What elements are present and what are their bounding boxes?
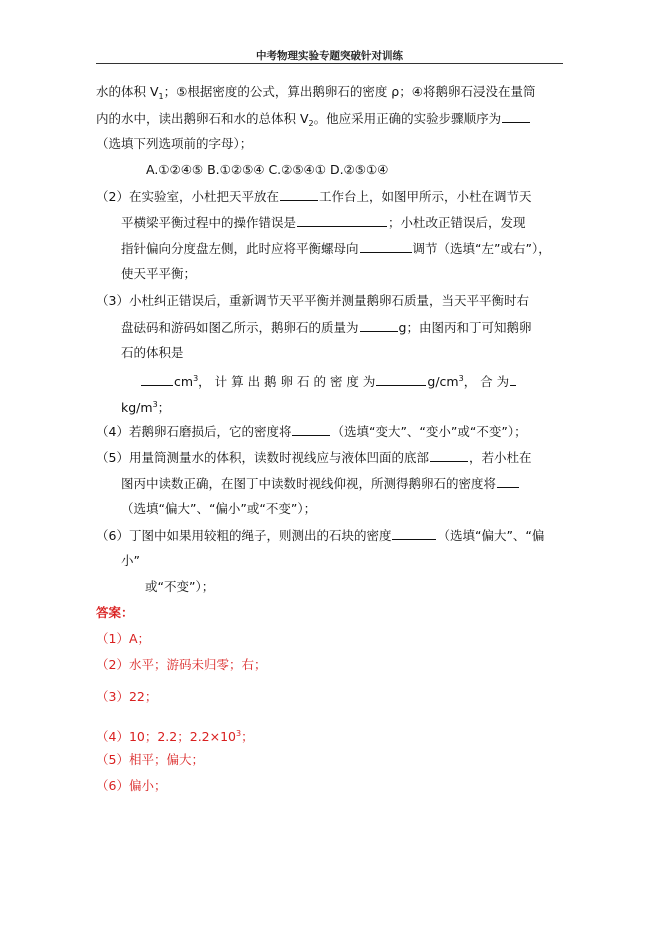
q1-text: ；⑤根据密度的公式，算出鹅卵石的密度 ρ；④将鹅卵石浸没在量筒 [163, 84, 536, 99]
answer-4-superscript: 3 [236, 729, 242, 738]
page-header: 中考物理实验专题突破针对训练 [256, 50, 403, 62]
answer-blank [280, 188, 318, 201]
q4-text: （4）若鹅卵石磨损后，它的密度将 [96, 424, 292, 439]
q3-superscript: 3 [193, 374, 199, 383]
answer-2: （2）水平；游码未归零；右； [96, 657, 267, 672]
q2-text: （2）在实验室，小杜把天平放在 [96, 189, 279, 204]
q2-text: 工作台上，如图甲所示，小杜在调节天 [318, 189, 532, 204]
answer-6: （6）偏小； [96, 778, 167, 793]
q6-text: （6）丁图中如果用较粗的绳子，则测出的石块的密度 [96, 528, 392, 543]
answer-4 [96, 726, 254, 745]
answer-blank [430, 449, 468, 462]
q4-text: （选填“变大”、“变小”或“不变”）； [331, 424, 527, 439]
answer-blank [392, 527, 436, 540]
q3-text: ， 计 算 出 鹅 卵 石 的 密 度 为 [198, 374, 376, 389]
q2-text: ；小杜改正错误后，发现 [388, 215, 526, 230]
q1-text: 内的水中，读出鹅卵石和水的总体积 V [96, 111, 309, 126]
q6-text: （选填“偏大”、“偏 [437, 528, 545, 543]
q3-line-4 [140, 371, 517, 390]
q1-subscript: 2 [308, 119, 314, 128]
q4-line [96, 423, 527, 440]
q6-line-3: 或“不变”）； [145, 579, 215, 594]
q6-line-2: 小” [121, 553, 140, 568]
q2-line-1 [96, 188, 531, 205]
q3-text: g；由图丙和丁可知鹅卵 [398, 320, 532, 335]
q1-line-2 [96, 110, 531, 132]
q2-text: 平横梁平衡过程中的操作错误是 [121, 215, 297, 230]
answer-blank [376, 373, 426, 386]
q3-text: 盘砝码和游码如图乙所示，鹅卵石的质量为 [121, 320, 359, 335]
q3-unit: kg/m [121, 400, 153, 415]
q1-line-3: （选填下列选项前的字母）； [96, 136, 253, 151]
q2-line-4: 使天平平衡； [121, 266, 197, 281]
q5-text: （5）用量筒测量水的体积，读数时视线应与液体凹面的底部 [96, 450, 429, 465]
q3-text: ， 合 为 [463, 374, 510, 389]
q1-text: 。他应采用正确的实验步骤顺序为 [313, 111, 502, 126]
q1-options: A.①②④⑤ B.①②⑤④ C.②⑤④① D.②⑤①④ [146, 162, 389, 177]
q3-unit: g/cm [427, 374, 459, 389]
answer-blank [510, 373, 516, 386]
answer-blank [497, 475, 519, 488]
q3-line-5 [121, 397, 170, 416]
header-rule [96, 63, 563, 64]
q5-text: ，若小杜在 [468, 450, 532, 465]
q2-line-3 [121, 240, 551, 257]
answer-1: （1）A； [96, 631, 151, 646]
answer-5: （5）相平；偏大； [96, 752, 204, 767]
q1-text: 水的体积 V [96, 84, 159, 99]
q1-line-1 [96, 84, 535, 105]
q5-line-3: （选填“偏大”、“偏小”或“不变”）； [121, 501, 317, 516]
q1-subscript: 1 [158, 92, 164, 101]
q3-unit: cm [174, 374, 194, 389]
q5-line-2 [121, 475, 520, 492]
q2-text: 指针偏向分度盘左侧，此时应将平衡螺母向 [121, 241, 359, 256]
answer-blank [502, 110, 530, 123]
q2-line-2 [121, 214, 526, 231]
q6-line-1 [96, 527, 544, 544]
answer-blank [297, 214, 387, 227]
answer-4-text: （4）10；2.2；2.2×10 [96, 729, 236, 744]
q3-line-1: （3）小杜纠正错误后，重新调节天平平衡并测量鹅卵石质量，当天平平衡时右 [96, 293, 529, 308]
answer-blank [141, 373, 173, 386]
q3-text: ； [157, 400, 171, 415]
q3-superscript: 3 [458, 374, 464, 383]
answer-blank [292, 423, 330, 436]
q2-text: 调节（选填“左”或右”）， [412, 241, 551, 256]
answers-heading: 答案： [96, 605, 134, 620]
q3-line-2 [121, 319, 531, 336]
q5-text: 图丙中读数正确，在图丁中读数时视线仰视，所测得鹅卵石的密度将 [121, 476, 497, 491]
answer-4-text: ； [241, 729, 254, 744]
answer-blank [360, 240, 412, 253]
answer-blank [360, 319, 398, 332]
answer-3: （3）22； [96, 689, 158, 704]
q3-superscript: 3 [152, 400, 158, 409]
q3-line-3: 石的体积是 [121, 345, 184, 360]
q5-line-1 [96, 449, 531, 466]
